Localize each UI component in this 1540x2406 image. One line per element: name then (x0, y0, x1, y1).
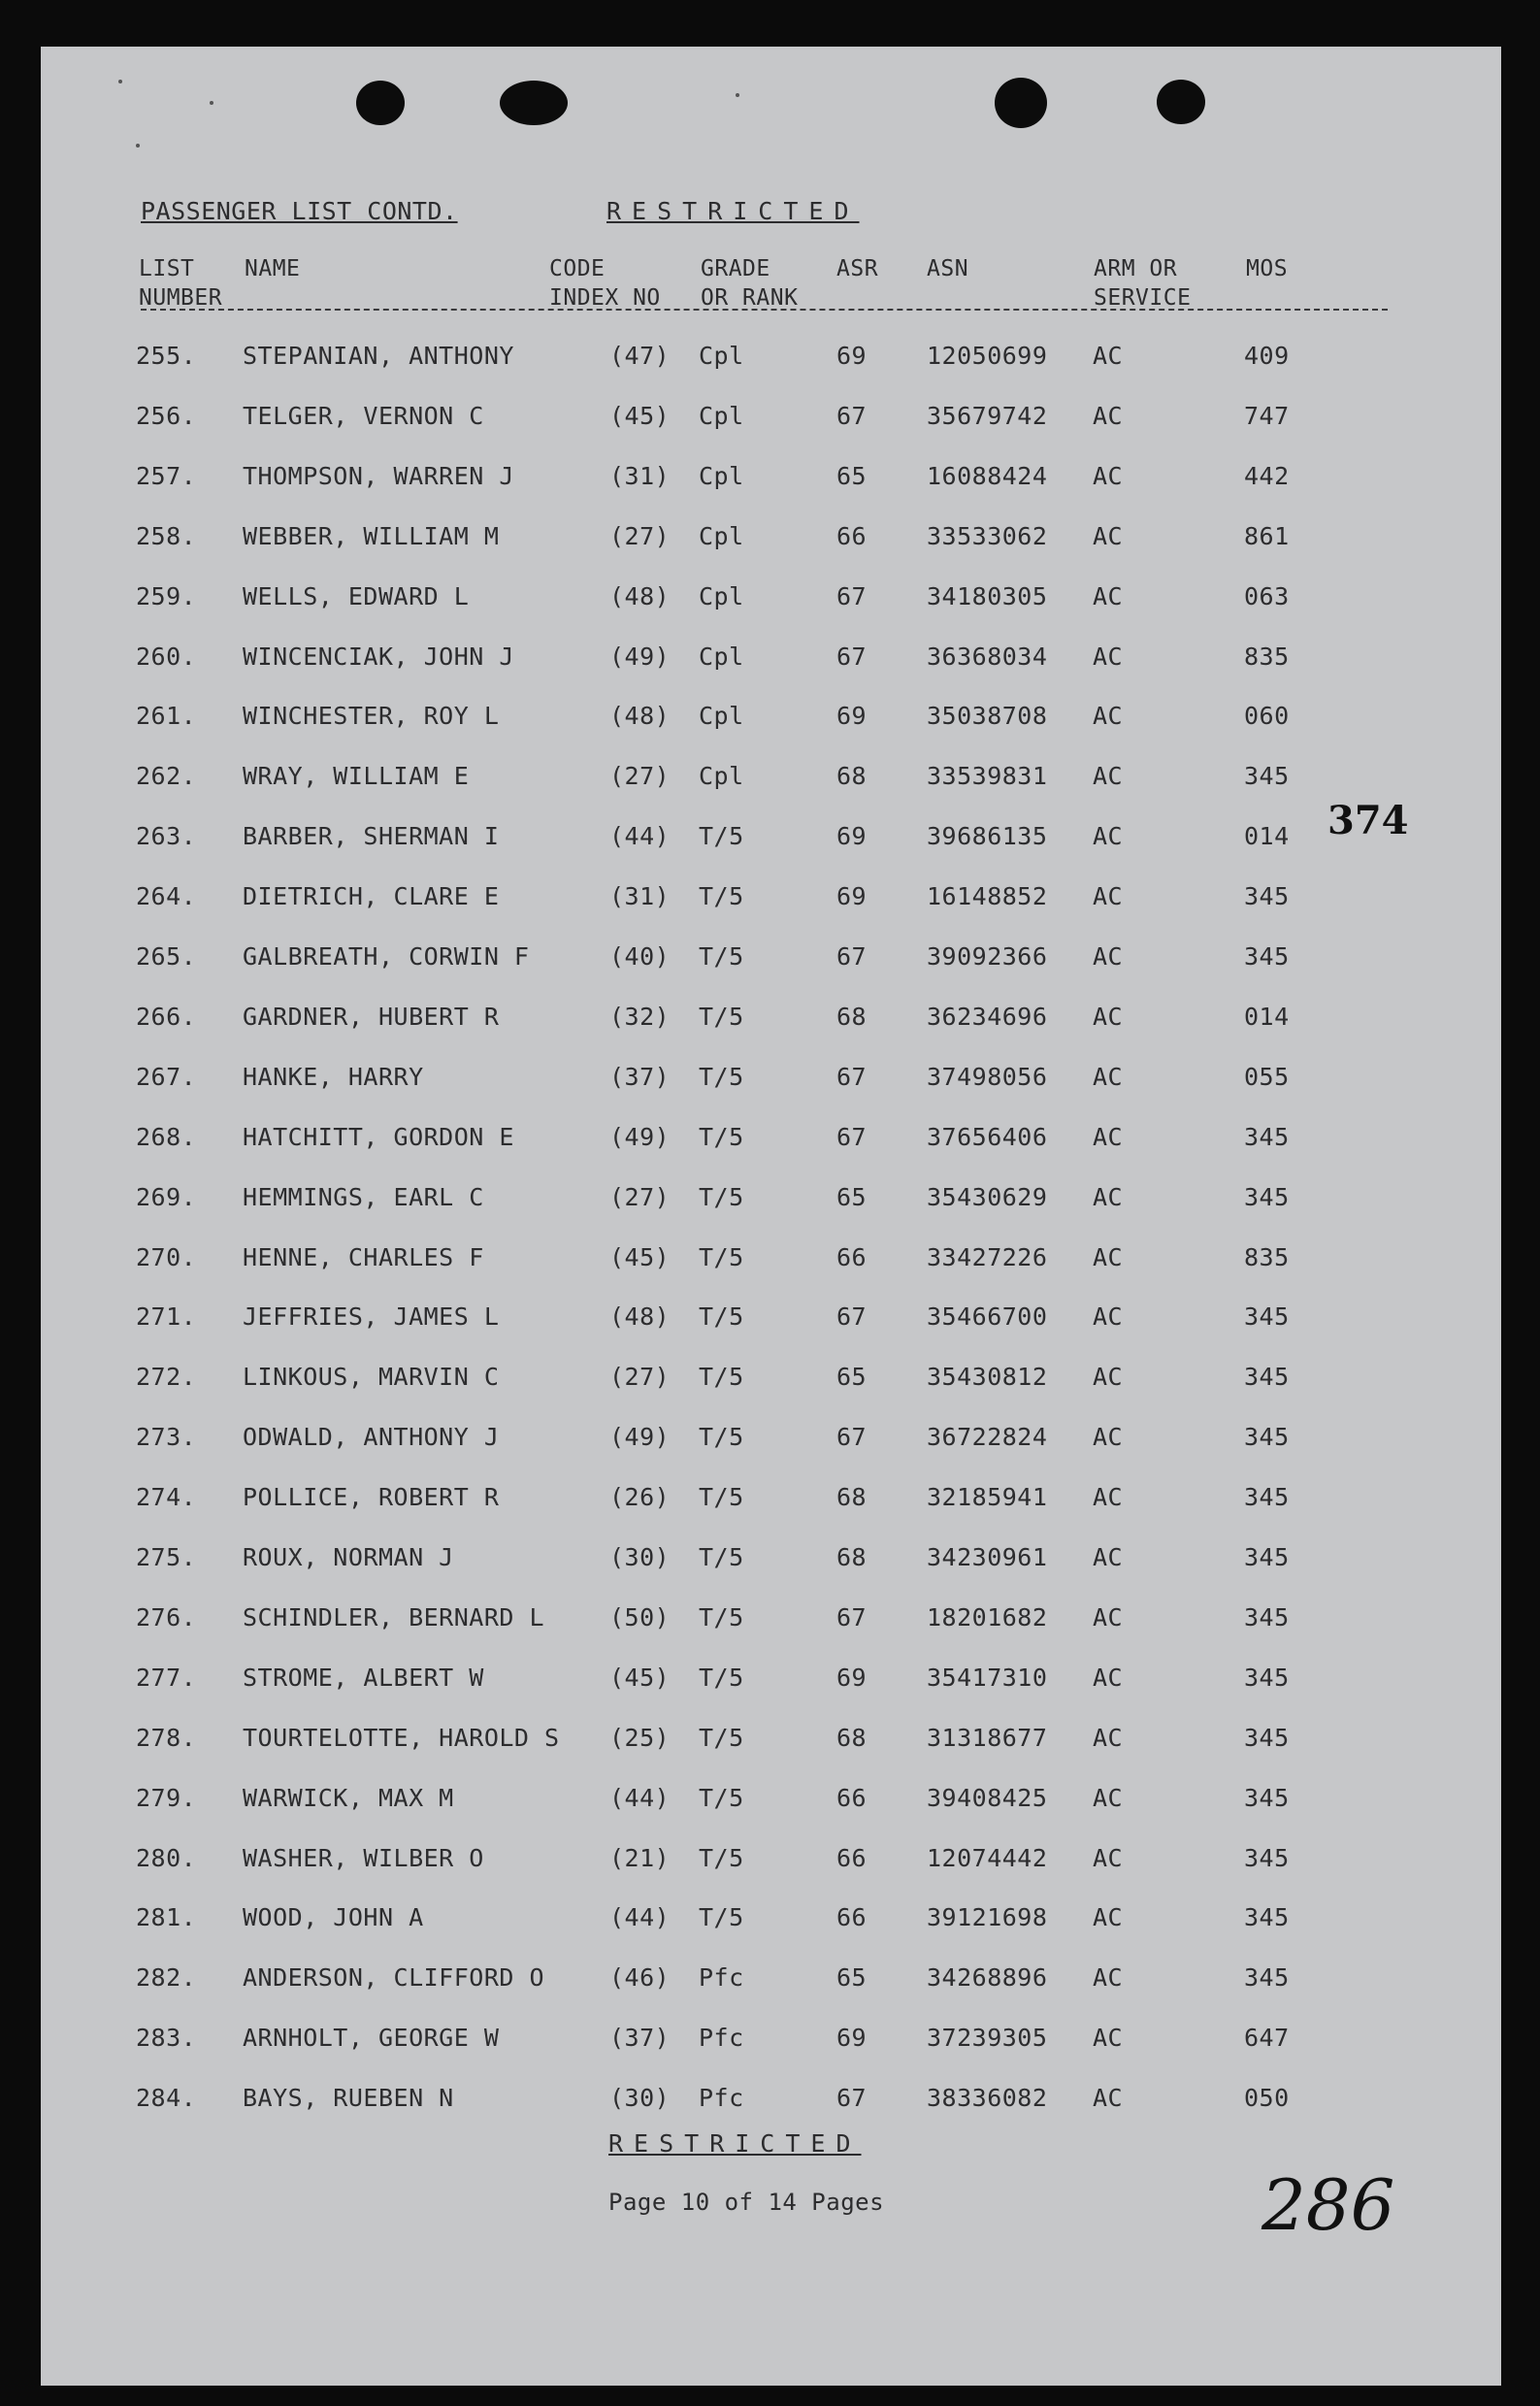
asr-score: 68 (836, 1543, 868, 1571)
asr-score: 69 (836, 1664, 868, 1692)
asn-number: 35679742 (927, 402, 1048, 430)
passenger-name: STROME, ALBERT W (243, 1664, 484, 1692)
passenger-name: BARBER, SHERMAN I (243, 822, 500, 850)
list-number: 277. (136, 1664, 197, 1692)
code-index: (48) (609, 1302, 671, 1331)
grade-rank: T/5 (699, 1243, 744, 1271)
grade-rank: Cpl (699, 762, 744, 790)
code-index: (30) (609, 2084, 671, 2112)
page-indicator: Page 10 of 14 Pages (608, 2189, 885, 2216)
code-index: (49) (609, 1123, 671, 1151)
col-header-name: NAME (245, 256, 301, 281)
code-index: (37) (609, 1063, 671, 1091)
list-number: 264. (136, 882, 197, 910)
table-row (0, 643, 1540, 681)
code-index: (37) (609, 2024, 671, 2052)
mos-code: 345 (1244, 1363, 1290, 1391)
mos-code: 345 (1244, 1844, 1290, 1872)
mos-code: 060 (1244, 702, 1290, 730)
arm-service: AC (1093, 1363, 1124, 1391)
restricted-footer: RESTRICTED (608, 2129, 862, 2158)
table-row (0, 1003, 1540, 1041)
list-number: 258. (136, 522, 197, 550)
mos-code: 345 (1244, 1664, 1290, 1692)
passenger-name: WEBBER, WILLIAM M (243, 522, 500, 550)
list-number: 272. (136, 1363, 197, 1391)
arm-service: AC (1093, 1183, 1124, 1211)
code-index: (46) (609, 1963, 671, 1992)
mos-code: 409 (1244, 342, 1290, 370)
asr-score: 69 (836, 702, 868, 730)
arm-service: AC (1093, 2084, 1124, 2112)
grade-rank: Pfc (699, 2024, 744, 2052)
code-index: (50) (609, 1603, 671, 1631)
code-index: (30) (609, 1543, 671, 1571)
grade-rank: T/5 (699, 1003, 744, 1031)
asn-number: 35417310 (927, 1664, 1048, 1692)
list-number: 263. (136, 822, 197, 850)
grade-rank: T/5 (699, 1664, 744, 1692)
grade-rank: T/5 (699, 1844, 744, 1872)
asn-number: 39121698 (927, 1903, 1048, 1931)
passenger-name: ROUX, NORMAN J (243, 1543, 454, 1571)
table-row (0, 762, 1540, 801)
list-number: 284. (136, 2084, 197, 2112)
asr-score: 68 (836, 1724, 868, 1752)
arm-service: AC (1093, 1123, 1124, 1151)
passenger-name: HEMMINGS, EARL C (243, 1183, 484, 1211)
mos-code: 050 (1244, 2084, 1290, 2112)
grade-rank: T/5 (699, 1483, 744, 1511)
passenger-name: TOURTELOTTE, HAROLD S (243, 1724, 560, 1752)
grade-rank: Cpl (699, 462, 744, 490)
passenger-name: THOMPSON, WARREN J (243, 462, 514, 490)
grade-rank: T/5 (699, 1543, 744, 1571)
asr-score: 67 (836, 942, 868, 971)
list-number: 283. (136, 2024, 197, 2052)
code-index: (44) (609, 1903, 671, 1931)
asn-number: 16088424 (927, 462, 1048, 490)
mos-code: 063 (1244, 582, 1290, 610)
grade-rank: Cpl (699, 342, 744, 370)
code-index: (44) (609, 822, 671, 850)
table-row (0, 342, 1540, 380)
table-row (0, 2084, 1540, 2123)
code-index: (27) (609, 762, 671, 790)
arm-service: AC (1093, 942, 1124, 971)
asr-score: 69 (836, 2024, 868, 2052)
grade-rank: T/5 (699, 1123, 744, 1151)
mos-code: 345 (1244, 762, 1290, 790)
asn-number: 33533062 (927, 522, 1048, 550)
grade-rank: T/5 (699, 1903, 744, 1931)
asn-number: 36234696 (927, 1003, 1048, 1031)
list-number: 260. (136, 643, 197, 671)
grade-rank: T/5 (699, 1063, 744, 1091)
list-number: 257. (136, 462, 197, 490)
asn-number: 16148852 (927, 882, 1048, 910)
table-row (0, 1063, 1540, 1102)
list-number: 278. (136, 1724, 197, 1752)
asn-number: 12050699 (927, 342, 1048, 370)
list-number: 270. (136, 1243, 197, 1271)
passenger-name: SCHINDLER, BERNARD L (243, 1603, 545, 1631)
list-number: 256. (136, 402, 197, 430)
mos-code: 747 (1244, 402, 1290, 430)
grade-rank: Pfc (699, 2084, 744, 2112)
list-number: 274. (136, 1483, 197, 1511)
asr-score: 67 (836, 2084, 868, 2112)
table-row (0, 462, 1540, 501)
asr-score: 69 (836, 882, 868, 910)
asn-number: 37239305 (927, 2024, 1048, 2052)
asr-score: 66 (836, 1784, 868, 1812)
asr-score: 65 (836, 1363, 868, 1391)
grade-rank: T/5 (699, 1183, 744, 1211)
list-number: 261. (136, 702, 197, 730)
grade-rank: T/5 (699, 1603, 744, 1631)
asn-number: 36722824 (927, 1423, 1048, 1451)
grade-rank: T/5 (699, 882, 744, 910)
asr-score: 65 (836, 1963, 868, 1992)
table-row (0, 2024, 1540, 2062)
list-number: 255. (136, 342, 197, 370)
col-header-code-index: CODE INDEX NO (549, 256, 661, 311)
asn-number: 39092366 (927, 942, 1048, 971)
table-row (0, 522, 1540, 561)
arm-service: AC (1093, 822, 1124, 850)
code-index: (48) (609, 702, 671, 730)
grade-rank: T/5 (699, 1724, 744, 1752)
code-index: (40) (609, 942, 671, 971)
grade-rank: Cpl (699, 402, 744, 430)
asr-score: 65 (836, 1183, 868, 1211)
asr-score: 66 (836, 1903, 868, 1931)
passenger-name: WOOD, JOHN A (243, 1903, 424, 1931)
passenger-name: HENNE, CHARLES F (243, 1243, 484, 1271)
asr-score: 66 (836, 522, 868, 550)
arm-service: AC (1093, 1724, 1124, 1752)
list-number: 267. (136, 1063, 197, 1091)
grade-rank: T/5 (699, 1302, 744, 1331)
table-row (0, 582, 1540, 621)
table-row (0, 1302, 1540, 1341)
list-number: 275. (136, 1543, 197, 1571)
passenger-name: ARNHOLT, GEORGE W (243, 2024, 500, 2052)
mos-code: 345 (1244, 1483, 1290, 1511)
table-row (0, 822, 1540, 861)
asn-number: 37498056 (927, 1063, 1048, 1091)
arm-service: AC (1093, 462, 1124, 490)
mos-code: 345 (1244, 1423, 1290, 1451)
table-row (0, 1243, 1540, 1282)
table-row (0, 1483, 1540, 1522)
table-row (0, 942, 1540, 981)
code-index: (47) (609, 342, 671, 370)
table-row (0, 1183, 1540, 1222)
grade-rank: Cpl (699, 522, 744, 550)
mos-code: 345 (1244, 1123, 1290, 1151)
list-number: 269. (136, 1183, 197, 1211)
asn-number: 35430812 (927, 1363, 1048, 1391)
mos-code: 345 (1244, 1784, 1290, 1812)
list-number: 259. (136, 582, 197, 610)
asn-number: 18201682 (927, 1603, 1048, 1631)
list-title: PASSENGER LIST CONTD. (141, 197, 458, 225)
arm-service: AC (1093, 882, 1124, 910)
code-index: (26) (609, 1483, 671, 1511)
asr-score: 67 (836, 402, 868, 430)
arm-service: AC (1093, 342, 1124, 370)
table-row (0, 1844, 1540, 1883)
asr-score: 67 (836, 1603, 868, 1631)
col-header-arm-service: ARM OR SERVICE (1094, 256, 1192, 311)
mos-code: 647 (1244, 2024, 1290, 2052)
list-number: 266. (136, 1003, 197, 1031)
arm-service: AC (1093, 1003, 1124, 1031)
arm-service: AC (1093, 402, 1124, 430)
asr-score: 68 (836, 762, 868, 790)
asr-score: 65 (836, 462, 868, 490)
mos-code: 345 (1244, 1724, 1290, 1752)
mos-code: 055 (1244, 1063, 1290, 1091)
code-index: (31) (609, 882, 671, 910)
grade-rank: T/5 (699, 1423, 744, 1451)
code-index: (27) (609, 1183, 671, 1211)
code-index: (32) (609, 1003, 671, 1031)
passenger-name: LINKOUS, MARVIN C (243, 1363, 500, 1391)
table-row (0, 1423, 1540, 1462)
arm-service: AC (1093, 1963, 1124, 1992)
arm-service: AC (1093, 522, 1124, 550)
asr-score: 66 (836, 1243, 868, 1271)
asr-score: 67 (836, 1302, 868, 1331)
passenger-name: DIETRICH, CLARE E (243, 882, 500, 910)
arm-service: AC (1093, 1844, 1124, 1872)
col-header-asn: ASN (927, 256, 969, 281)
code-index: (49) (609, 643, 671, 671)
mos-code: 835 (1244, 1243, 1290, 1271)
grade-rank: Cpl (699, 582, 744, 610)
table-row (0, 1543, 1540, 1582)
table-row (0, 1363, 1540, 1401)
asn-number: 36368034 (927, 643, 1048, 671)
table-row (0, 1123, 1540, 1162)
arm-service: AC (1093, 1543, 1124, 1571)
passenger-name: HANKE, HARRY (243, 1063, 424, 1091)
mos-code: 861 (1244, 522, 1290, 550)
list-number: 276. (136, 1603, 197, 1631)
table-row (0, 702, 1540, 741)
list-number: 262. (136, 762, 197, 790)
col-header-asr: ASR (836, 256, 879, 281)
table-row (0, 402, 1540, 441)
passenger-name: ODWALD, ANTHONY J (243, 1423, 500, 1451)
restricted-heading: RESTRICTED (606, 197, 860, 225)
code-index: (45) (609, 1243, 671, 1271)
code-index: (48) (609, 582, 671, 610)
asr-score: 67 (836, 1123, 868, 1151)
arm-service: AC (1093, 2024, 1124, 2052)
asr-score: 69 (836, 342, 868, 370)
list-number: 271. (136, 1302, 197, 1331)
list-number: 273. (136, 1423, 197, 1451)
list-number: 281. (136, 1903, 197, 1931)
grade-rank: Cpl (699, 643, 744, 671)
passenger-name: WELLS, EDWARD L (243, 582, 470, 610)
asn-number: 35038708 (927, 702, 1048, 730)
col-header-list-number: LIST NUMBER (139, 256, 223, 311)
code-index: (21) (609, 1844, 671, 1872)
code-index: (31) (609, 462, 671, 490)
asr-score: 67 (836, 643, 868, 671)
asn-number: 33539831 (927, 762, 1048, 790)
mos-code: 014 (1244, 1003, 1290, 1031)
passenger-name: ANDERSON, CLIFFORD O (243, 1963, 545, 1992)
mos-code: 345 (1244, 1903, 1290, 1931)
list-number: 279. (136, 1784, 197, 1812)
asr-score: 68 (836, 1483, 868, 1511)
arm-service: AC (1093, 1903, 1124, 1931)
arm-service: AC (1093, 1664, 1124, 1692)
mos-code: 345 (1244, 1543, 1290, 1571)
grade-rank: Pfc (699, 1963, 744, 1992)
code-index: (25) (609, 1724, 671, 1752)
asn-number: 31318677 (927, 1724, 1048, 1752)
grade-rank: T/5 (699, 1363, 744, 1391)
arm-service: AC (1093, 1423, 1124, 1451)
arm-service: AC (1093, 762, 1124, 790)
table-row (0, 1784, 1540, 1823)
arm-service: AC (1093, 643, 1124, 671)
list-number: 265. (136, 942, 197, 971)
mos-code: 345 (1244, 1183, 1290, 1211)
arm-service: AC (1093, 1603, 1124, 1631)
mos-code: 442 (1244, 462, 1290, 490)
asr-score: 68 (836, 1003, 868, 1031)
passenger-name: JEFFRIES, JAMES L (243, 1302, 500, 1331)
mos-code: 345 (1244, 882, 1290, 910)
mos-code: 835 (1244, 643, 1290, 671)
passenger-name: WINCENCIAK, JOHN J (243, 643, 514, 671)
stamped-number: 374 (1327, 798, 1409, 843)
arm-service: AC (1093, 702, 1124, 730)
asn-number: 38336082 (927, 2084, 1048, 2112)
col-header-mos: MOS (1246, 256, 1289, 281)
passenger-name: POLLICE, ROBERT R (243, 1483, 500, 1511)
table-row (0, 1724, 1540, 1763)
asn-number: 39408425 (927, 1784, 1048, 1812)
asr-score: 66 (836, 1844, 868, 1872)
asn-number: 33427226 (927, 1243, 1048, 1271)
passenger-name: GARDNER, HUBERT R (243, 1003, 500, 1031)
asr-score: 67 (836, 1063, 868, 1091)
asr-score: 67 (836, 582, 868, 610)
asn-number: 32185941 (927, 1483, 1048, 1511)
grade-rank: T/5 (699, 942, 744, 971)
mos-code: 345 (1244, 1963, 1290, 1992)
list-number: 280. (136, 1844, 197, 1872)
grade-rank: T/5 (699, 1784, 744, 1812)
asn-number: 35430629 (927, 1183, 1048, 1211)
arm-service: AC (1093, 1243, 1124, 1271)
passenger-name: WINCHESTER, ROY L (243, 702, 500, 730)
grade-rank: Cpl (699, 702, 744, 730)
arm-service: AC (1093, 1302, 1124, 1331)
passenger-name: GALBREATH, CORWIN F (243, 942, 530, 971)
handwritten-page-number: 286 (1261, 2164, 1395, 2246)
code-index: (27) (609, 1363, 671, 1391)
asn-number: 39686135 (927, 822, 1048, 850)
passenger-name: WRAY, WILLIAM E (243, 762, 470, 790)
asn-number: 35466700 (927, 1302, 1048, 1331)
code-index: (27) (609, 522, 671, 550)
mos-code: 345 (1244, 942, 1290, 971)
passenger-name: TELGER, VERNON C (243, 402, 484, 430)
asr-score: 69 (836, 822, 868, 850)
passenger-name: WARWICK, MAX M (243, 1784, 454, 1812)
table-row (0, 1603, 1540, 1642)
col-header-grade: GRADE OR RANK (701, 256, 799, 311)
grade-rank: T/5 (699, 822, 744, 850)
passenger-name: HATCHITT, GORDON E (243, 1123, 514, 1151)
mos-code: 345 (1244, 1302, 1290, 1331)
code-index: (44) (609, 1784, 671, 1812)
asn-number: 12074442 (927, 1844, 1048, 1872)
arm-service: AC (1093, 1483, 1124, 1511)
mos-code: 014 (1244, 822, 1290, 850)
code-index: (45) (609, 1664, 671, 1692)
code-index: (49) (609, 1423, 671, 1451)
mos-code: 345 (1244, 1603, 1290, 1631)
passenger-name: STEPANIAN, ANTHONY (243, 342, 514, 370)
asn-number: 34180305 (927, 582, 1048, 610)
asn-number: 34268896 (927, 1963, 1048, 1992)
passenger-name: WASHER, WILBER O (243, 1844, 484, 1872)
table-row (0, 1664, 1540, 1702)
list-number: 268. (136, 1123, 197, 1151)
asn-number: 37656406 (927, 1123, 1048, 1151)
arm-service: AC (1093, 582, 1124, 610)
arm-service: AC (1093, 1784, 1124, 1812)
table-row (0, 1963, 1540, 2002)
passenger-name: BAYS, RUEBEN N (243, 2084, 454, 2112)
arm-service: AC (1093, 1063, 1124, 1091)
table-row (0, 1903, 1540, 1942)
list-number: 282. (136, 1963, 197, 1992)
asr-score: 67 (836, 1423, 868, 1451)
asn-number: 34230961 (927, 1543, 1048, 1571)
table-row (0, 882, 1540, 921)
code-index: (45) (609, 402, 671, 430)
